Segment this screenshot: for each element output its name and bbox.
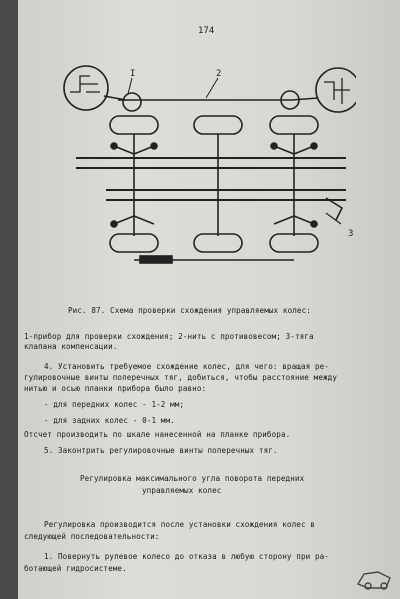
step-4-line: гулировочные винты поперечных тяг, добиться, чтобы расстояние между: [24, 373, 338, 382]
callout-2: 2: [216, 69, 222, 79]
callout-1: I: [130, 69, 136, 79]
rear-middle-wheel: [194, 234, 242, 252]
front-middle-wheel: [194, 116, 242, 134]
step-5-line: 5. Законтрить регулировочные винты поперечных тяг.: [44, 446, 278, 455]
step-4-line: нитью и осью планки прибора было равно:: [24, 384, 207, 393]
list-item: - для задних колес - 0-1 мм.: [44, 416, 175, 425]
front-left-wheel: [110, 116, 158, 134]
left-gauge-detail: [64, 66, 108, 110]
rear-right-wheel: [270, 234, 318, 252]
step-1-line: ботающей гидросистеме.: [24, 564, 127, 573]
step-4-line: 4. Установить требуемое схождение колес, для чего: вращая ре-: [44, 362, 329, 371]
section-heading: управляемых колес: [142, 486, 222, 495]
note-line: Отсчет производить по шкале нанесенной на планке прибора.: [24, 430, 291, 439]
step-1-line: 1. Повернуть рулевое колесо до отказа в любую сторону при ра-: [44, 552, 329, 561]
list-item: - для передних колес - 1-2 мм;: [44, 400, 185, 409]
document-page: [18, 0, 400, 599]
steering-wheel-alignment-diagram: [56, 58, 356, 268]
stamp-mark: [354, 566, 394, 592]
intro-line: следующей последовательности:: [24, 532, 160, 541]
figure-caption: Рис. 87. Схема проверки схождения управляемых колес:: [68, 306, 311, 315]
page-number: 174: [198, 26, 215, 36]
legend-line: клапана компенсации.: [24, 342, 118, 351]
callout-3: 3: [348, 229, 354, 239]
section-heading: Регулировка максимального угла поворота передних: [80, 474, 305, 483]
legend-line: 1-прибор для проверки схождения; 2-нить с противовесом; 3-тяга: [24, 332, 314, 341]
front-right-wheel: [270, 116, 318, 134]
rear-left-wheel: [110, 234, 158, 252]
intro-line: Регулировка производится после установки схождения колес в: [44, 520, 315, 529]
